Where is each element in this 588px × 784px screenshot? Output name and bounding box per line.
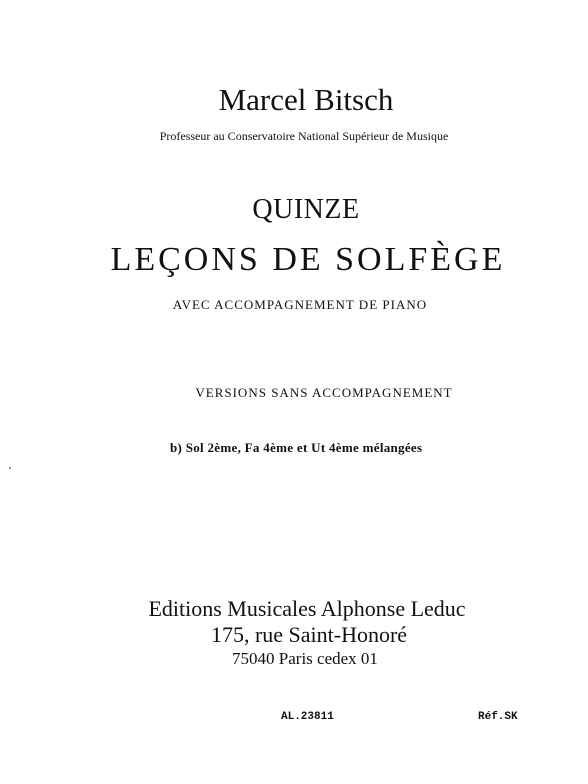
part-subtitle: b) Sol 2ème, Fa 4ème et Ut 4ème mélangées bbox=[170, 440, 423, 455]
title-subtitle: AVEC ACCOMPAGNEMENT DE PIANO bbox=[172, 297, 428, 312]
catalog-number: AL.23811 bbox=[281, 711, 334, 723]
reference-code: Réf.SK bbox=[478, 711, 518, 723]
title-quinze: QUINZE bbox=[252, 194, 360, 225]
scan-speck bbox=[9, 467, 11, 469]
main-title: LEÇONS DE SOLFÈGE bbox=[110, 241, 506, 278]
versions-heading: VERSIONS SANS ACCOMPAGNEMENT bbox=[195, 385, 453, 400]
publisher-city: 75040 Paris cedex 01 bbox=[232, 649, 378, 668]
author-name: Marcel Bitsch bbox=[218, 82, 394, 117]
publisher-street: 175, rue Saint-Honoré bbox=[210, 622, 408, 647]
publisher-name: Editions Musicales Alphonse Leduc bbox=[148, 596, 466, 621]
author-affiliation: Professeur au Conservatoire National Supérieur de Musique bbox=[159, 129, 449, 143]
